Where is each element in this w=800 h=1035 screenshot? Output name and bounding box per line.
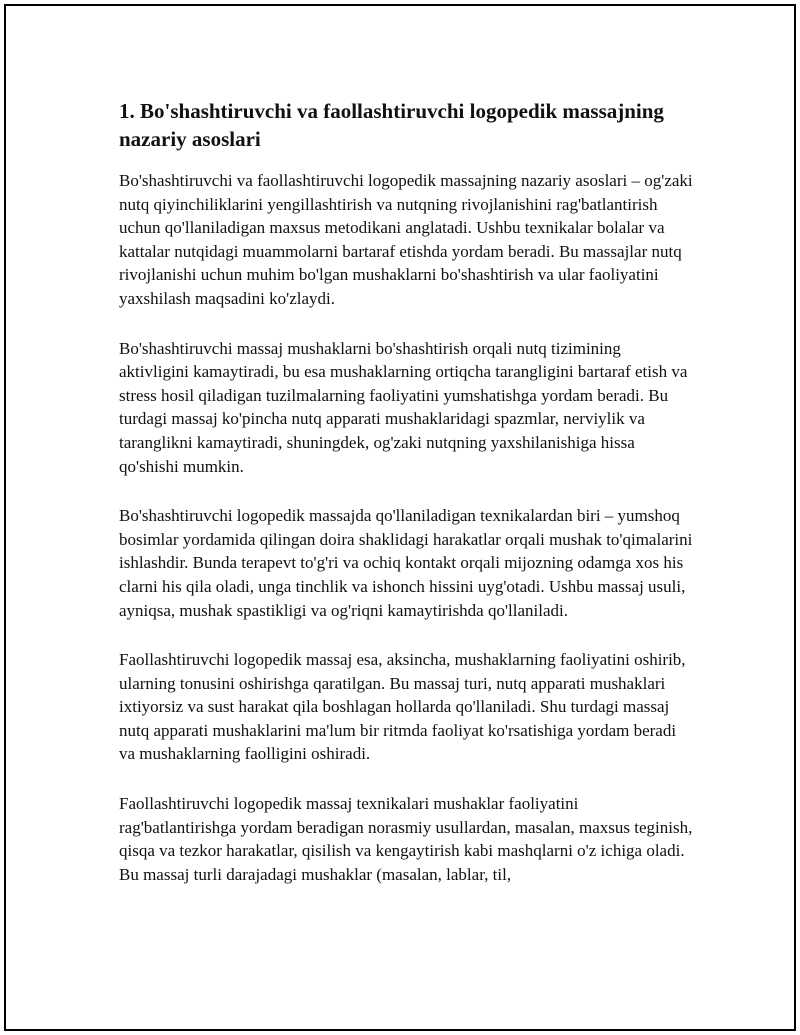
paragraph-2: Bo'shashtiruvchi massaj mushaklarni bo'shashtirish orqali nutq tizimining aktivligini kamaytiradi, bu esa mushaklarning ortiqcha tarangligini bartaraf etish va stress hosil qiladigan tuzilmalarning faoliyatini yumshatishga yordam beradi. Bu turdagi massaj ko'pincha nutq apparati mushaklaridagi spazmlar, nerviylik va taranglikni kamaytiradi, shuningdek, og'zaki nutqning yaxshilanishiga hissa qo'shishi mumkin. — [119, 338, 688, 476]
page-frame — [4, 4, 796, 1031]
paragraph-5: Faollashtiruvchi logopedik massaj texnikalari mushaklar faoliyatini rag'batlantirishga yordam beradigan norasmiy usullardan, masalan, maxsus teginish, qisqa va tezkor harakatlar, qisilish va kengaytirish kabi mashqlarni o'z ichiga oladi. Bu massaj turli darajadagi mushaklar (masalan, lablar, til, — [119, 794, 693, 884]
paragraph-4: Faollashtiruvchi logopedik massaj esa, aksincha, mushaklarning faoliyatini oshirib, ularning tonusini oshirishga qaratilgan. Bu massaj turi, nutq apparati mushaklari ixtiyorsiz va sust harakat qila boshlagan hollarda qo'llaniladi. Shu turdagi massaj nutq apparati mushaklarini ma'lum bir ritmda faoliyat ko'rsatishiga yordam beradi va mushaklarning faolligini oshiradi. — [119, 650, 686, 764]
document-body — [119, 97, 693, 912]
section-heading: 1. Bo'shashtiruvchi va faollashtiruvchi logopedik massajning nazariy asoslari — [119, 99, 664, 151]
paragraph-1: Bo'shashtiruvchi va faollashtiruvchi logopedik massajning nazariy asoslari – og'zaki nutq qiyinchiliklarini yengillashtirish va nutqning rivojlanishini rag'batlantirish uchun qo'llaniladigan maxsus metodikani anglatadi. Ushbu texnikalar bolalar va kattalar nutqidagi muammolarni bartaraf etishda yordam beradi. Bu massajlar nutq rivojlanishi uchun muhim bo'lgan mushaklarni bo'shashtirish va ular faoliyatini yaxshilash maqsadini ko'zlaydi. — [119, 171, 693, 308]
paragraph-3: Bo'shashtiruvchi logopedik massajda qo'llaniladigan texnikalardan biri – yumshoq bosimlar yordamida qilingan doira shaklidagi harakatlar orqali mushak to'qimalarini ishlashdir. Bunda terapevt to'g'ri va ochiq kontakt orqali mijozning odamga xos his clarni his qila oladi, unga tinchlik va ishonch hissini uyg'otadi. Ushbu massaj usuli, ayniqsa, mushak spastikligi va og'riqni kamaytirishda qo'llaniladi. — [119, 506, 693, 620]
